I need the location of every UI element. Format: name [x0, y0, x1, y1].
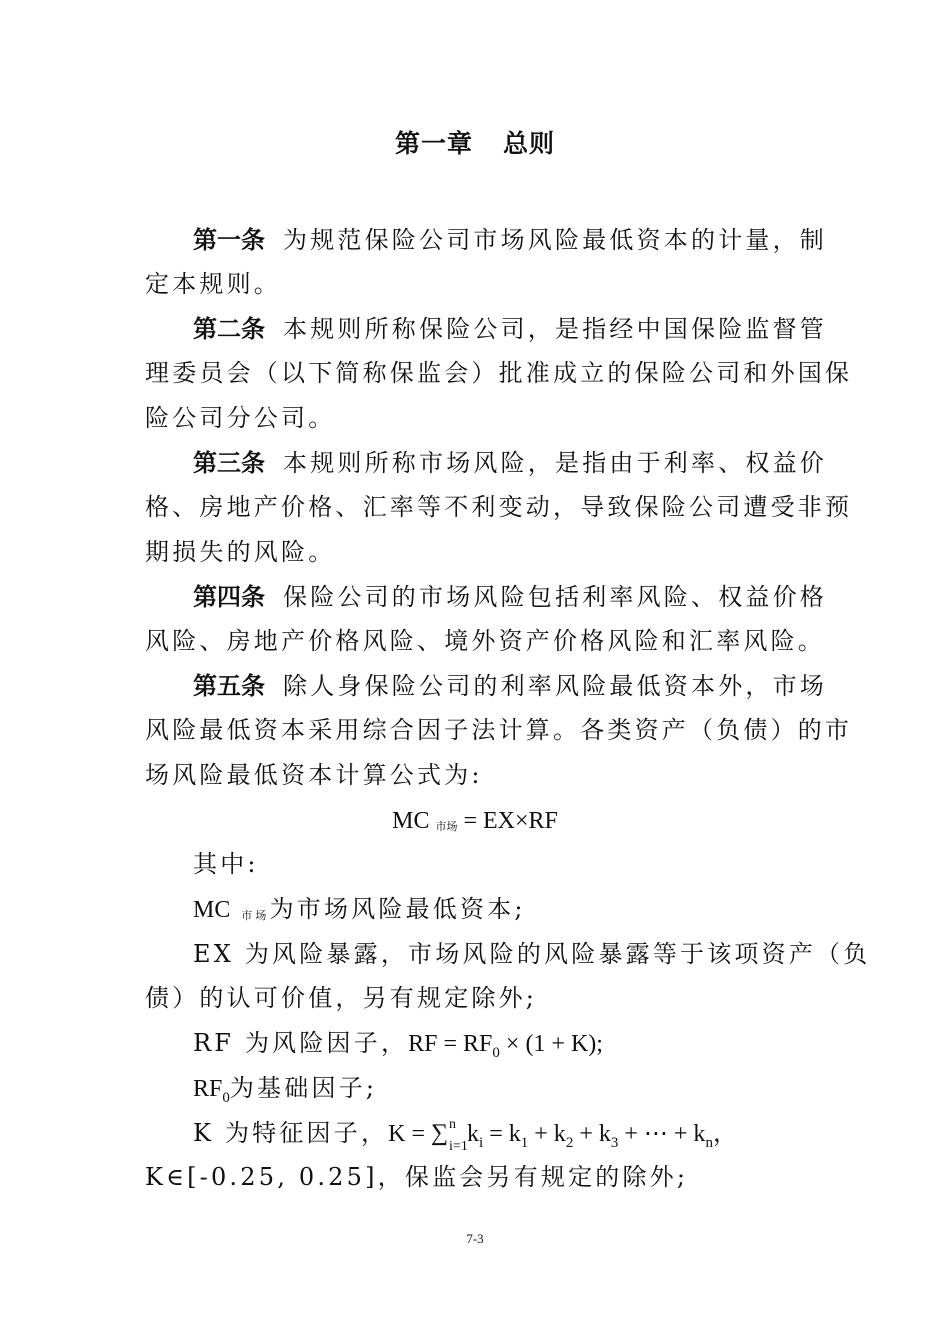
article-label: 第三条	[193, 449, 265, 477]
definition-ex-line-2: 债）的认可价值，另有规定除外;	[145, 984, 538, 1012]
article-5-line-1: 第五条 除人身保险公司的利率风险最低资本外，市场	[193, 672, 827, 700]
article-2-line-2: 理委员会（以下简称保监会）批准成立的保险公司和外国保	[145, 359, 853, 387]
page-number: 7-3	[466, 1231, 484, 1246]
article-label: 第一条	[193, 226, 265, 254]
article-4-line-1: 第四条 保险公司的市场风险包括利率风险、权益价格	[193, 583, 827, 611]
definition-k-line-1: K 为特征因子，K = ∑ n i=1 $k_i = k_1 + k_2 + k_3$ + ⋯ + $k_n$，	[193, 1117, 741, 1154]
definition-k-line-2: K∈[-0.25, 0.25]，保监会另有规定的除外;	[145, 1163, 689, 1191]
definition-rf: RF 为风险因子，RF = $RF_0 \times (1 + K)$;	[193, 1029, 603, 1061]
article-4-line-2: 风险、房地产价格风险、境外资产价格风险和汇率风险。	[145, 627, 825, 655]
article-3-line-1: 第三条 本规则所称市场风险，是指由于利率、权益价	[193, 449, 827, 477]
article-5-line-2: 风险最低资本采用综合因子法计算。各类资产（负债）的市	[145, 716, 853, 744]
chapter-number: 第一章	[394, 129, 473, 158]
main-formula: MC 市场 = EX×RF	[392, 808, 558, 834]
article-label: 第五条	[193, 672, 265, 700]
chapter-title	[0, 124, 950, 160]
article-3-line-3: 期损失的风险。	[145, 538, 336, 566]
chapter-name: 总则	[503, 129, 556, 158]
where-label: 其中:	[193, 850, 259, 878]
article-3-line-2: 格、房地产价格、汇率等不利变动，导致保险公司遭受非预	[145, 493, 853, 521]
article-5-line-3: 场风险最低资本计算公式为:	[145, 761, 483, 789]
article-1-line-2: 定本规则。	[145, 270, 281, 298]
article-1-line-1: 第一条 为规范保险公司市场风险最低资本的计量，制	[193, 226, 827, 254]
article-2-line-3: 险公司分公司。	[145, 404, 336, 432]
definition-rf0: $RF_0$为基础因子;	[193, 1074, 378, 1106]
article-label: 第二条	[193, 315, 265, 343]
article-label: 第四条	[193, 583, 265, 611]
article-2-line-1: 第二条 本规则所称保险公司，是指经中国保险监督管	[193, 315, 827, 343]
definition-mc: MC 市场为市场风险最低资本;	[193, 895, 526, 923]
definition-ex-line-1: EX 为风险暴露，市场风险的风险暴露等于该项资产（负	[193, 940, 871, 968]
summation-symbol: ∑ n i=1	[431, 1117, 468, 1154]
